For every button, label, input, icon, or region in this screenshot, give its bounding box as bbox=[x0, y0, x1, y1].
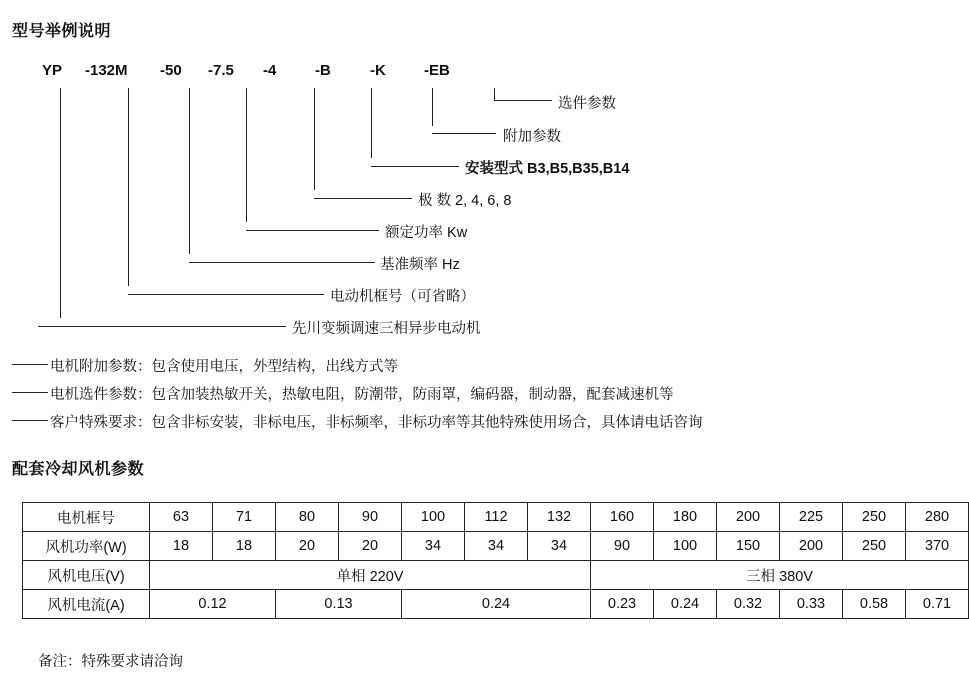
note-option-params: 电机选件参数：包含加装热敏开关，热敏电阻，防潮带，防雨罩，编码器，制动器，配套减速机等 bbox=[50, 387, 674, 403]
leader-line-horizontal-frame bbox=[128, 294, 324, 295]
cell-frame-8: 180 bbox=[654, 503, 717, 532]
cell-current-5: 0.32 bbox=[717, 590, 780, 619]
model-code-segment-2: -50 bbox=[160, 62, 182, 79]
cell-current-4: 0.24 bbox=[654, 590, 717, 619]
cell-power-3: 20 bbox=[339, 532, 402, 561]
leader-line-vertical-power bbox=[246, 88, 247, 222]
cell-power-4: 34 bbox=[402, 532, 465, 561]
callout-option-params: 选件参数 bbox=[558, 96, 616, 112]
cell-power-7: 90 bbox=[591, 532, 654, 561]
cell-current-8: 0.71 bbox=[906, 590, 969, 619]
cell-current-6: 0.33 bbox=[780, 590, 843, 619]
fan-table-footnote: 备注：特殊要求请洽询 bbox=[38, 654, 183, 670]
cell-power-8: 100 bbox=[654, 532, 717, 561]
fan-parameters-table bbox=[22, 502, 969, 619]
cell-power-5: 34 bbox=[465, 532, 528, 561]
cell-power-9: 150 bbox=[717, 532, 780, 561]
cell-frame-2: 80 bbox=[276, 503, 339, 532]
callout-base-frequency: 基准频率 Hz bbox=[380, 257, 460, 273]
leader-line-vertical-frequency bbox=[189, 88, 190, 254]
cell-current-3: 0.23 bbox=[591, 590, 654, 619]
cell-power-11: 250 bbox=[843, 532, 906, 561]
cell-power-10: 200 bbox=[780, 532, 843, 561]
model-code-segment-5: -B bbox=[315, 62, 331, 79]
table-row bbox=[23, 561, 969, 590]
callout-additional-params: 附加参数 bbox=[503, 129, 561, 145]
cell-frame-6: 132 bbox=[528, 503, 591, 532]
leader-line-horizontal-poles bbox=[314, 198, 412, 199]
leader-line-vertical-option bbox=[494, 88, 495, 100]
leader-line-horizontal-frequency bbox=[189, 262, 375, 263]
model-code-segment-1: -132M bbox=[85, 62, 128, 79]
cell-power-2: 20 bbox=[276, 532, 339, 561]
cell-frame-11: 250 bbox=[843, 503, 906, 532]
cell-current-7: 0.58 bbox=[843, 590, 906, 619]
row-header-fan-voltage: 风机电压(V) bbox=[23, 561, 150, 590]
cell-frame-9: 200 bbox=[717, 503, 780, 532]
cell-frame-7: 160 bbox=[591, 503, 654, 532]
leader-line-vertical-mounting bbox=[371, 88, 372, 158]
table-row bbox=[23, 503, 969, 532]
note-dash-1 bbox=[12, 392, 48, 393]
cell-current-1: 0.13 bbox=[276, 590, 402, 619]
cell-power-6: 34 bbox=[528, 532, 591, 561]
leader-line-vertical-yp bbox=[60, 88, 61, 318]
cell-frame-3: 90 bbox=[339, 503, 402, 532]
model-code-segment-0: YP bbox=[42, 62, 63, 79]
cell-frame-1: 71 bbox=[213, 503, 276, 532]
table-row bbox=[23, 532, 969, 561]
leader-line-horizontal-option bbox=[494, 100, 552, 101]
model-code-segment-7: -EB bbox=[424, 62, 450, 79]
leader-line-vertical-additional bbox=[432, 88, 433, 126]
model-code-segment-4: -4 bbox=[263, 62, 277, 79]
fan-parameters-heading: 配套冷却风机参数 bbox=[12, 461, 145, 478]
model-code-segment-3: -7.5 bbox=[208, 62, 234, 79]
model-code-segment-6: -K bbox=[370, 62, 386, 79]
note-dash-0 bbox=[12, 364, 48, 365]
cell-frame-5: 112 bbox=[465, 503, 528, 532]
cell-frame-12: 280 bbox=[906, 503, 969, 532]
callout-frame-number: 电动机框号（可省略） bbox=[330, 289, 475, 305]
cell-frame-10: 225 bbox=[780, 503, 843, 532]
cell-power-0: 18 bbox=[150, 532, 213, 561]
row-header-fan-power: 风机功率(W) bbox=[23, 532, 150, 561]
model-code-row bbox=[0, 62, 969, 84]
cell-current-2: 0.24 bbox=[402, 590, 591, 619]
callout-rated-power: 额定功率 Kw bbox=[385, 225, 468, 241]
callout-product-name: 先川变频调速三相异步电动机 bbox=[292, 321, 481, 337]
leader-line-horizontal-mounting bbox=[371, 166, 459, 167]
leader-line-horizontal-product bbox=[38, 326, 286, 327]
cell-voltage-single-phase: 单相 220V bbox=[150, 561, 591, 590]
leader-line-horizontal-additional bbox=[432, 133, 496, 134]
leader-line-horizontal-power bbox=[246, 230, 379, 231]
cell-frame-0: 63 bbox=[150, 503, 213, 532]
cell-power-12: 370 bbox=[906, 532, 969, 561]
cell-current-0: 0.12 bbox=[150, 590, 276, 619]
row-header-fan-current: 风机电流(A) bbox=[23, 590, 150, 619]
callout-mounting-type: 安装型式 B3,B5,B35,B14 bbox=[465, 161, 630, 177]
model-example-heading: 型号举例说明 bbox=[12, 23, 112, 40]
cell-power-1: 18 bbox=[213, 532, 276, 561]
table-row bbox=[23, 590, 969, 619]
note-additional-params: 电机附加参数：包含使用电压，外型结构，出线方式等 bbox=[50, 359, 398, 375]
cell-voltage-three-phase: 三相 380V bbox=[591, 561, 969, 590]
leader-line-vertical-frame bbox=[128, 88, 129, 286]
note-special-request: 客户特殊要求：包含非标安装，非标电压，非标频率，非标功率等其他特殊使用场合，具体请电话咨询 bbox=[50, 415, 703, 431]
leader-line-vertical-poles bbox=[314, 88, 315, 190]
cell-frame-4: 100 bbox=[402, 503, 465, 532]
note-dash-2 bbox=[12, 420, 48, 421]
callout-pole-number: 极 数 2, 4, 6, 8 bbox=[418, 193, 512, 209]
row-header-frame-number: 电机框号 bbox=[23, 503, 150, 532]
